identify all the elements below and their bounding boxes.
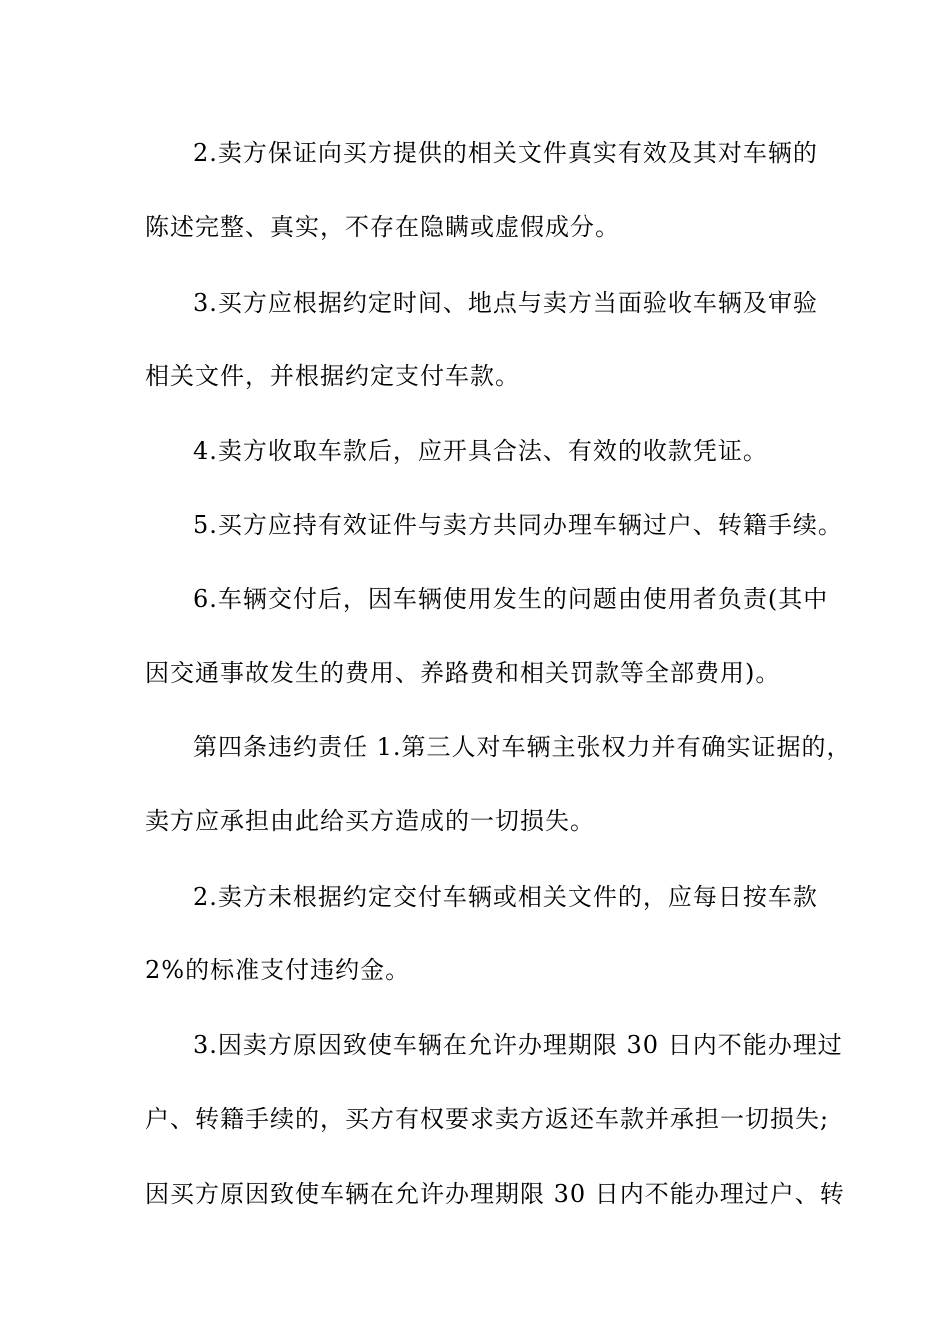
paragraph-line: 5.买方应持有效证件与卖方共同办理车辆过户、转籍手续。 xyxy=(193,511,843,539)
paragraph-line: 6.车辆交付后，因车辆使用发生的问题由使用者负责(其中 xyxy=(193,585,829,613)
paragraph-line: 第四条违约责任 1.第三人对车辆主张权力并有确实证据的， xyxy=(193,733,852,761)
paragraph-line: 户、转籍手续的，买方有权要求卖方返还车款并承担一切损失; xyxy=(145,1105,830,1133)
paragraph-line: 2%的标准支付违约金。 xyxy=(145,956,411,984)
paragraph-line: 3.买方应根据约定时间、地点与卖方当面验收车辆及审验 xyxy=(193,289,818,317)
paragraph-line: 卖方应承担由此给买方造成的一切损失。 xyxy=(145,807,595,835)
paragraph-line: 3.因卖方原因致使车辆在允许办理期限 30 日内不能办理过 xyxy=(193,1031,843,1059)
paragraph-line: 因交通事故发生的费用、养路费和相关罚款等全部费用)。 xyxy=(145,659,781,687)
paragraph-line: 陈述完整、真实，不存在隐瞒或虚假成分。 xyxy=(145,213,620,241)
paragraph-line: 相关文件，并根据约定支付车款。 xyxy=(145,362,520,390)
paragraph-line: 4.卖方收取车款后，应开具合法、有效的收款凭证。 xyxy=(193,437,768,465)
paragraph-line: 因买方原因致使车辆在允许办理期限 30 日内不能办理过户、转 xyxy=(145,1180,845,1208)
paragraph-line: 2.卖方保证向买方提供的相关文件真实有效及其对车辆的 xyxy=(193,139,818,167)
paragraph-line: 2.卖方未根据约定交付车辆或相关文件的，应每日按车款 xyxy=(193,883,818,911)
